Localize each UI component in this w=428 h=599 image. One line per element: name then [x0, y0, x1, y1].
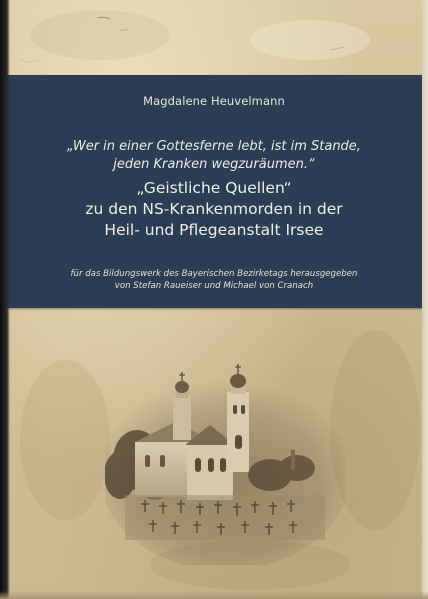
editors-note	[0, 268, 428, 292]
page-edge	[422, 0, 428, 599]
cover-quote	[0, 138, 428, 174]
book-spine-shadow	[0, 0, 10, 599]
quote-line: jeden Kranken wegzuräumen.“	[113, 157, 315, 172]
title-line: zu den NS-Krankenmorden in der	[85, 200, 343, 218]
quote-line: „Wer in einer Gottesferne lebt, ist im Stande,	[67, 139, 361, 154]
paper-stain	[20, 360, 110, 520]
author-name: Magdalene Heuvelmann	[143, 94, 285, 108]
bottom-edge-shadow	[0, 591, 428, 599]
title-line: „Geistliche Quellen“	[136, 179, 292, 197]
title-line: Heil- und Pflegeanstalt Irsee	[104, 221, 324, 239]
editors-line: von Stefan Raueiser und Michael von Cranach	[114, 281, 314, 291]
church-photograph	[105, 350, 345, 565]
paper-marks	[0, 0, 428, 75]
editors-line: für das Bildungswerk des Bayerischen Bezirketags herausgegeben	[70, 269, 358, 279]
book-title	[0, 178, 428, 241]
